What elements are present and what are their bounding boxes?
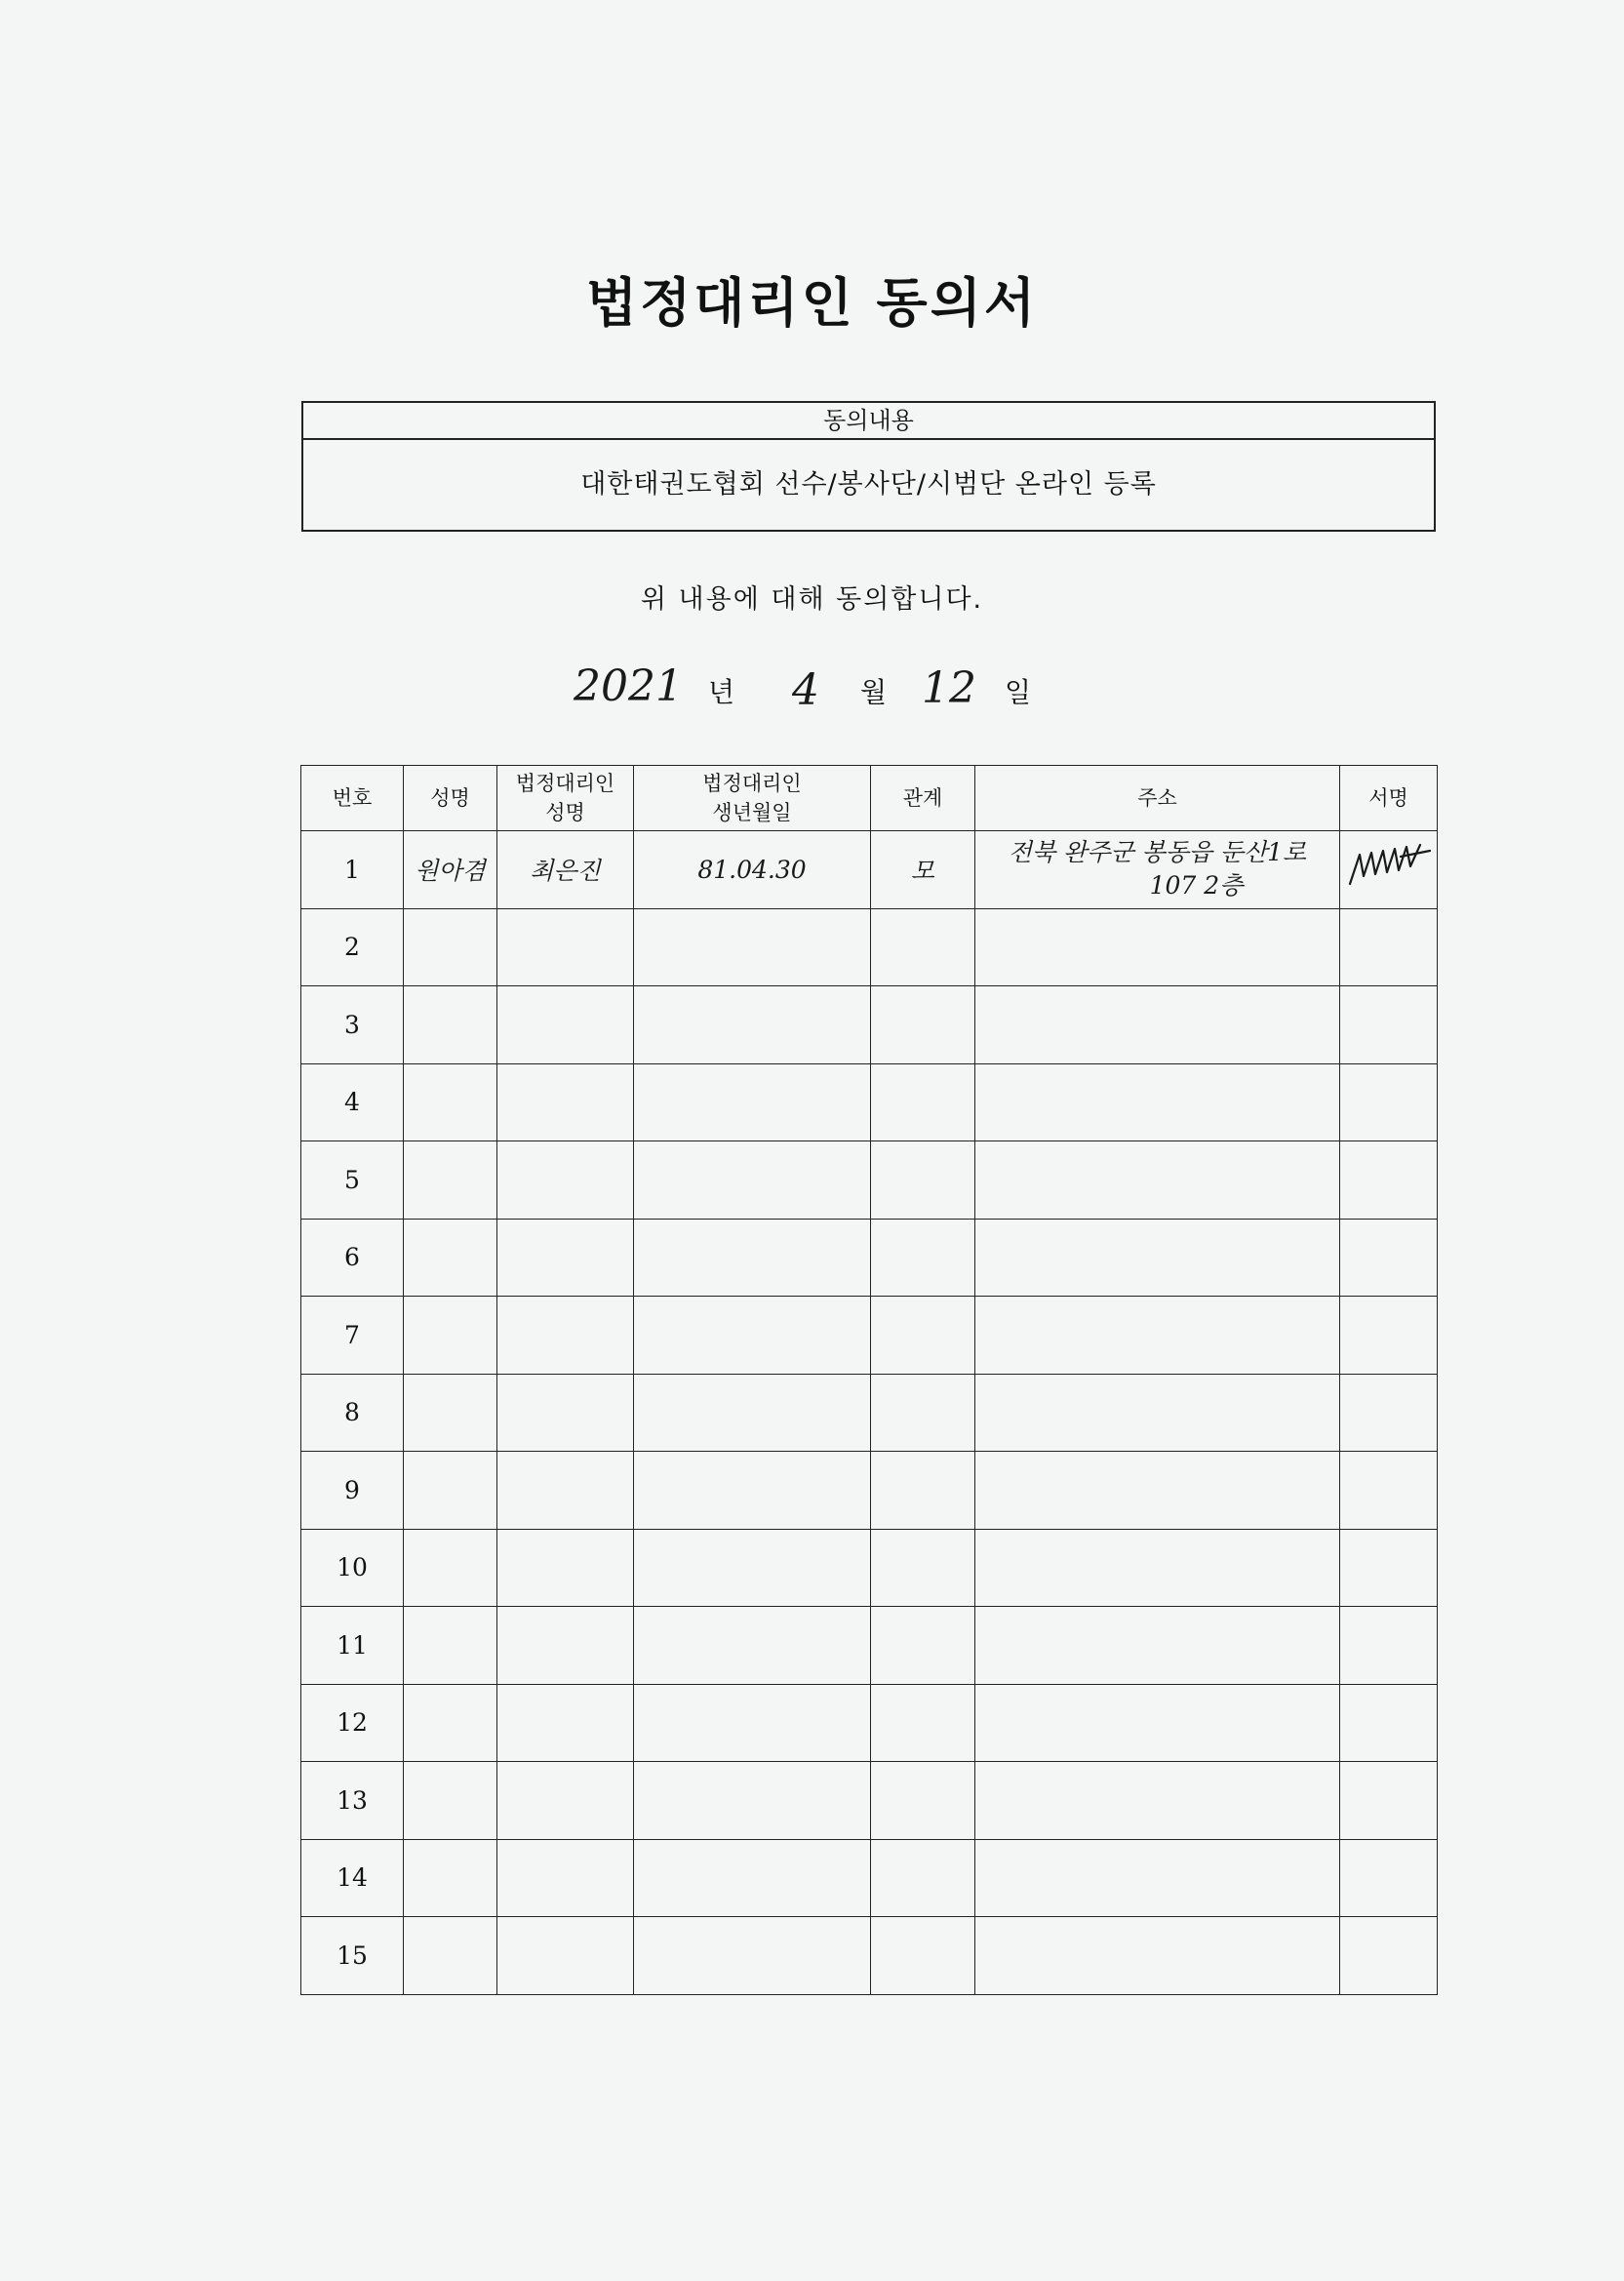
table-row (301, 1762, 1438, 1840)
empty-cell (975, 986, 1340, 1064)
address-line2: 107 2층 (1149, 871, 1244, 900)
empty-cell (975, 1141, 1340, 1220)
table-row (301, 986, 1438, 1064)
empty-cell (975, 1297, 1340, 1375)
empty-cell (404, 1529, 497, 1607)
row-number: 9 (301, 1452, 404, 1530)
empty-cell (975, 1917, 1340, 1995)
empty-cell (871, 1063, 975, 1141)
empty-cell (871, 1839, 975, 1917)
empty-cell (871, 1684, 975, 1762)
row-number: 3 (301, 986, 404, 1064)
empty-cell (497, 1917, 634, 1995)
empty-cell (871, 1452, 975, 1530)
empty-cell (1340, 1529, 1438, 1607)
row-number: 2 (301, 908, 404, 986)
row-number: 13 (301, 1762, 404, 1840)
table-row (301, 1917, 1438, 1995)
empty-cell (975, 1219, 1340, 1297)
empty-cell (1340, 1219, 1438, 1297)
empty-cell (497, 908, 634, 986)
empty-cell (871, 1297, 975, 1375)
empty-cell (1340, 1607, 1438, 1685)
empty-cell (497, 1219, 634, 1297)
empty-cell (497, 1684, 634, 1762)
consent-body: 대한태권도협회 선수/봉사단/시범단 온라인 등록 (580, 469, 1157, 500)
empty-cell (975, 1374, 1340, 1452)
empty-cell (871, 1607, 975, 1685)
empty-cell (404, 1219, 497, 1297)
empty-cell (871, 1762, 975, 1840)
registration-table (300, 765, 1438, 1995)
empty-cell (497, 1063, 634, 1141)
empty-cell (404, 1297, 497, 1375)
empty-cell (1340, 1684, 1438, 1762)
empty-cell (497, 1141, 634, 1220)
empty-cell (975, 1529, 1340, 1607)
empty-cell (1340, 1839, 1438, 1917)
row-number: 12 (301, 1684, 404, 1762)
empty-cell (497, 1839, 634, 1917)
name-cell: 원아겸 (404, 831, 497, 909)
empty-cell (975, 1607, 1340, 1685)
header-address: 주소 (975, 766, 1340, 831)
header-guardian-name-line1: 법정대리인 (515, 772, 615, 795)
empty-cell (1340, 1297, 1438, 1375)
agreement-statement: 위 내용에 대해 동의합니다. (640, 584, 984, 615)
empty-cell (404, 1684, 497, 1762)
empty-cell (1340, 1762, 1438, 1840)
empty-cell (404, 986, 497, 1064)
row-number: 8 (301, 1374, 404, 1452)
header-guardian-birth (634, 766, 871, 831)
row-number: 1 (301, 831, 404, 909)
empty-cell (404, 908, 497, 986)
handwritten-signature (1342, 837, 1436, 896)
empty-cell (634, 1141, 871, 1220)
table-row (301, 1839, 1438, 1917)
header-guardian-birth-line2: 생년월일 (712, 801, 792, 824)
empty-cell (404, 1374, 497, 1452)
header-guardian-name-line2: 성명 (545, 801, 585, 824)
empty-cell (975, 1762, 1340, 1840)
table-row (301, 831, 1438, 909)
empty-cell (1340, 908, 1438, 986)
empty-cell (1340, 1063, 1438, 1141)
empty-cell (497, 986, 634, 1064)
row-number: 4 (301, 1063, 404, 1141)
empty-cell (404, 1607, 497, 1685)
empty-cell (634, 1762, 871, 1840)
empty-cell (404, 1762, 497, 1840)
row-number: 10 (301, 1529, 404, 1607)
header-signature: 서명 (1340, 766, 1438, 831)
empty-cell (404, 1452, 497, 1530)
empty-cell (634, 1452, 871, 1530)
empty-cell (871, 1529, 975, 1607)
empty-cell (1340, 986, 1438, 1064)
empty-cell (634, 1607, 871, 1685)
row-number: 14 (301, 1839, 404, 1917)
empty-cell (634, 908, 871, 986)
signature-cell (1340, 831, 1438, 909)
table-row (301, 1529, 1438, 1607)
table-row (301, 1374, 1438, 1452)
table-row (301, 908, 1438, 986)
row-number: 11 (301, 1607, 404, 1685)
address-line1: 전북 완주군 봉동읍 둔산1로 (1008, 838, 1307, 867)
table-row (301, 1297, 1438, 1375)
empty-cell (404, 1063, 497, 1141)
empty-cell (871, 1374, 975, 1452)
date-month-value: 4 (792, 665, 819, 715)
empty-cell (871, 1141, 975, 1220)
consent-box (301, 401, 1436, 532)
date-day-label: 일 (1005, 676, 1032, 708)
empty-cell (497, 1452, 634, 1530)
empty-cell (634, 1219, 871, 1297)
empty-cell (634, 1063, 871, 1141)
guardian-name-cell: 최은진 (497, 831, 634, 909)
empty-cell (404, 1917, 497, 1995)
row-number: 15 (301, 1917, 404, 1995)
date-year-value: 2021 (574, 661, 683, 711)
date-month-label: 월 (860, 676, 888, 708)
empty-cell (975, 908, 1340, 986)
table-row (301, 1063, 1438, 1141)
empty-cell (975, 1452, 1340, 1530)
empty-cell (871, 986, 975, 1064)
header-no: 번호 (301, 766, 404, 831)
guardian-birth-cell: 81.04.30 (634, 831, 871, 909)
empty-cell (497, 1762, 634, 1840)
table-header-row (301, 766, 1438, 831)
empty-cell (634, 1297, 871, 1375)
empty-cell (634, 986, 871, 1064)
empty-cell (871, 1219, 975, 1297)
table-row (301, 1607, 1438, 1685)
table-row (301, 1684, 1438, 1762)
empty-cell (1340, 1917, 1438, 1995)
empty-cell (497, 1297, 634, 1375)
document-title: 법정대리인 동의서 (585, 272, 1039, 334)
empty-cell (975, 1063, 1340, 1141)
empty-cell (634, 1374, 871, 1452)
row-number: 6 (301, 1219, 404, 1297)
empty-cell (1340, 1141, 1438, 1220)
date-day-value: 12 (922, 663, 976, 713)
header-guardian-birth-line1: 법정대리인 (702, 772, 802, 795)
empty-cell (1340, 1374, 1438, 1452)
empty-cell (404, 1839, 497, 1917)
empty-cell (497, 1607, 634, 1685)
date-year-label: 년 (708, 676, 735, 708)
table-row (301, 1141, 1438, 1220)
empty-cell (871, 908, 975, 986)
empty-cell (634, 1529, 871, 1607)
relation-cell: 모 (871, 831, 975, 909)
empty-cell (975, 1839, 1340, 1917)
empty-cell (634, 1917, 871, 1995)
empty-cell (404, 1141, 497, 1220)
empty-cell (1340, 1452, 1438, 1530)
table-row (301, 1452, 1438, 1530)
empty-cell (871, 1917, 975, 1995)
row-number: 7 (301, 1297, 404, 1375)
header-guardian-name (497, 766, 634, 831)
table-row (301, 1219, 1438, 1297)
empty-cell (497, 1529, 634, 1607)
address-cell (975, 831, 1340, 909)
empty-cell (634, 1684, 871, 1762)
header-relation: 관계 (871, 766, 975, 831)
header-name: 성명 (404, 766, 497, 831)
empty-cell (975, 1684, 1340, 1762)
consent-header: 동의내용 (303, 403, 1434, 440)
row-number: 5 (301, 1141, 404, 1220)
empty-cell (634, 1839, 871, 1917)
empty-cell (497, 1374, 634, 1452)
